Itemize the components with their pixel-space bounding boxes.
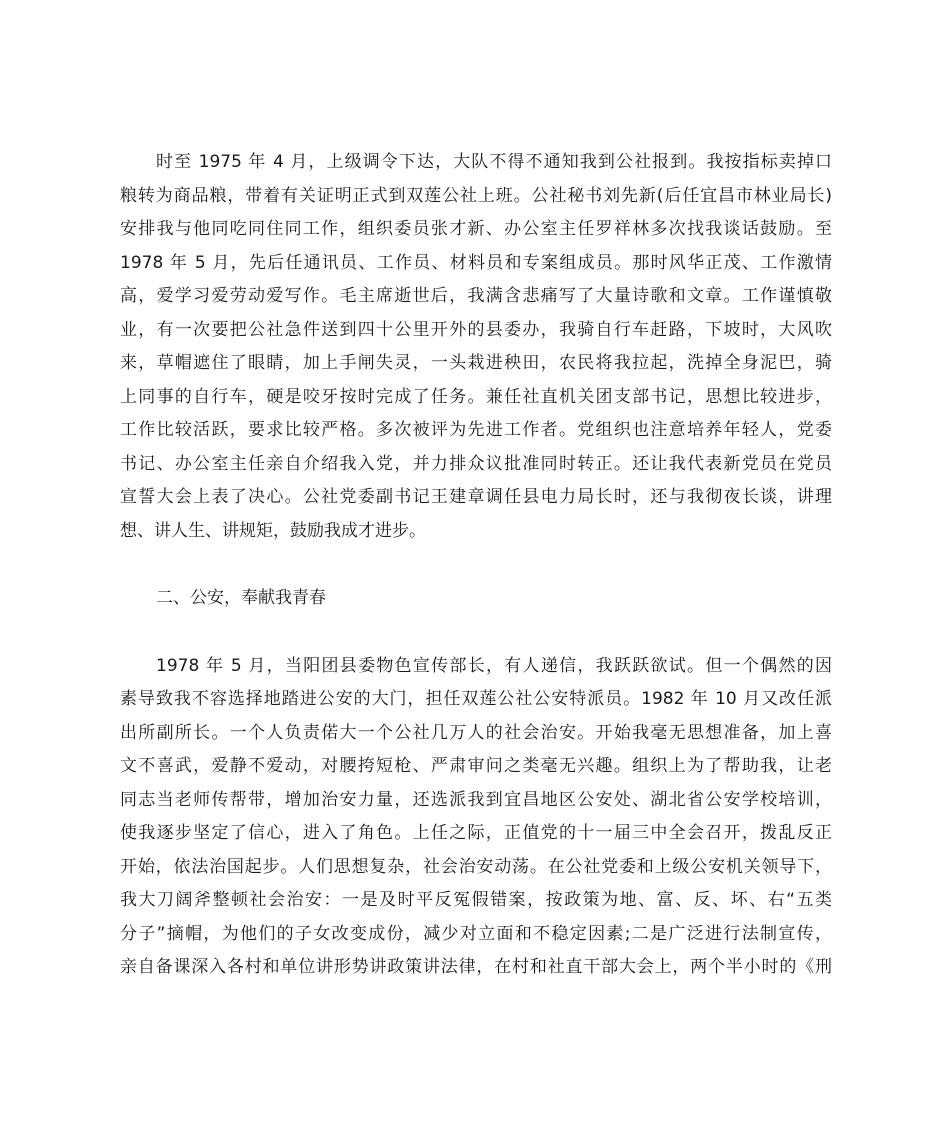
text-line: 粮转为商品粮，带着有关证明正式到双莲公社上班。公社秘书刘先新(后任宜昌市林业局长) xyxy=(120,185,832,206)
text-line: 工作比较活跃，要求比较严格。多次被评为先进工作者。党组织也注意培养年轻人，党委 xyxy=(120,420,832,440)
text-line: 出所副所长。一个人负责偌大一个公社几万人的社会治安。开始我毫无思想准备，加上喜 xyxy=(120,722,832,743)
paragraph-1 xyxy=(120,146,832,548)
text-line: 业，有一次要把公社急件送到四十公里开外的县委办，我骑自行车赶路，下坡时，大风吹 xyxy=(120,319,832,340)
text-line: 来，草帽遮住了眼睛，加上手闸失灵，一头栽进秧田，农民将我拉起，洗掉全身泥巴，骑 xyxy=(120,353,832,373)
text-line: 书记、办公室主任亲自介绍我入党，并力排众议批准同时转正。还让我代表新党员在党员 xyxy=(120,453,832,474)
text-line: 使我逐步坚定了信心，进入了角色。上任之际，正值党的十一届三中全会召开，拨乱反正 xyxy=(120,823,832,843)
text-line: 想、讲人生、讲规矩，鼓励我成才进步。 xyxy=(120,520,426,541)
text-line: 我大刀阔斧整顿社会治安：一是及时平反冤假错案，按政策为地、富、反、坏、右“五类 xyxy=(120,890,832,910)
paragraph-spacer xyxy=(120,616,832,650)
text-line: 1978 年 5 月，当阳团县委物色宣传部长，有人递信，我跃跃欲试。但一个偶然的因 xyxy=(156,655,832,676)
text-line: 高，爱学习爱劳动爱写作。毛主席逝世后，我满含悲痛写了大量诗歌和文章。工作谨慎敬 xyxy=(120,286,832,306)
text-line: 素导致我不容选择地踏进公安的大门，担任双莲公社公安特派员。1982 年 10 月又改任派 xyxy=(120,689,832,709)
text-line: 时至 1975 年 4 月，上级调令下达，大队不得不通知我到公社报到。我按指标卖掉口 xyxy=(156,152,832,172)
text-line: 宣誓大会上表了决心。公社党委副书记王建章调任县电力局长时，还与我彻夜长谈，讲理 xyxy=(120,487,832,507)
text-line: 分子”摘帽，为他们的子女改变成份，减少对立面和不稳定因素;二是广泛进行法制宣传， xyxy=(120,923,832,944)
text-line: 亲自备课深入各村和单位讲形势讲政策讲法律，在村和社直干部大会上，两个半小时的《刑 xyxy=(120,957,832,977)
text-line: 开始，依法治国起步。人们思想复杂，社会治安动荡。在公社党委和上级公安机关领导下， xyxy=(120,856,832,877)
document-page xyxy=(120,146,832,985)
text-line: 文不喜武，爱静不爱动，对腰挎短枪、严肃审问之类毫无兴趣。组织上为了帮助我，让老 xyxy=(120,756,832,776)
text-line: 1978 年 5 月，先后任通讯员、工作员、材料员和专案组成员。那时风华正茂、工作激情 xyxy=(120,252,832,273)
text-line: 安排我与他同吃同住同工作，组织委员张才新、办公室主任罗祥林多次找我谈话鼓励。至 xyxy=(120,219,832,239)
paragraph-2 xyxy=(120,650,832,985)
text-line: 同志当老师传帮带，增加治安力量，还选派我到宜昌地区公安处、湖北省公安学校培训， xyxy=(120,789,832,810)
paragraph-spacer xyxy=(120,548,832,582)
text-line: 上同事的自行车，硬是咬牙按时完成了任务。兼任社直机关团支部书记，思想比较进步， xyxy=(120,386,832,407)
section-heading: 二、公安，奉献我青春 xyxy=(156,588,326,608)
